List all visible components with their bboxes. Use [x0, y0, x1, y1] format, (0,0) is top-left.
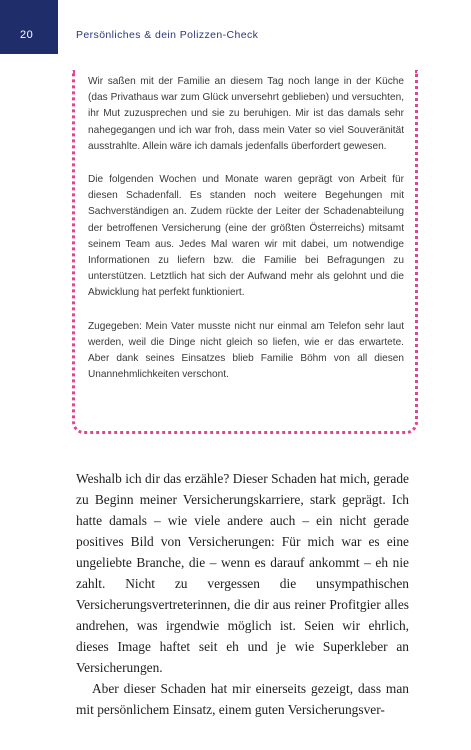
box-paragraph-3: Zugegeben: Mein Vater musste nicht nur einmal am Telefon sehr laut werden, weil die Dinge nicht gleich so liefen, wie er das erwartete. Aber dank seines Einsatzes blieb Familie Böhm von all diesen Unannehmlichkeiten verschont.	[88, 320, 404, 381]
box-paragraph-2: Die folgenden Wochen und Monate waren geprägt von Arbeit für diesen Schadenfall. Es standen noch weitere Begehungen mit Sachverständigen an. Zudem rückte der Leiter der Schadenabteilung der betroffenen Versicherung (eine der größten Österreichs) mitsamt seinem Team aus. Jedes Mal waren wir mit dabei, um notwendige Informationen zu liefern bzw. die Familie bei Befragungen zu unterstützen. Letztlich hat sich der Aufwand mehr als gelohnt und die Abwicklung hat perfekt funktioniert.	[88, 174, 404, 299]
body-paragraph-2: Aber dieser Schaden hat mir einerseits gezeigt, dass man mit persönlichem Einsatz, einem guten Versicherungsver-	[76, 681, 409, 717]
box-paragraph-1: Wir saßen mit der Familie an diesem Tag noch lange in der Küche (das Privathaus war zum Glück unversehrt geblieben) und versuchten, ihr Mut zuzusprechen und sie zu beruhigen. Mir ist das damals sehr nahegegangen und ich war froh, dass mein Vater so viel Souveränität ausstrahlte. Allein wäre ich damals jedenfalls überfordert gewesen.	[88, 76, 404, 152]
body-paragraph-1: Weshalb ich dir das erzähle? Dieser Schaden hat mich, gerade zu Beginn meiner Versicherungskarriere, stark geprägt. Ich hatte damals – wie viele andere auch – ein nicht gerade positives Bild von Versicherungen: Für mich war es eine ungeliebte Branche, die – wenn es darauf ankommt – eh nie zahlt. Nicht zu vergessen die unsympathischen Versicherungsvertreterinnen, die dir aus reiner Profitgier alles andrehen, was irgendwie möglich ist. Seien wir ehrlich, dieses Image haftet seit eh und je wie Superkleber an Versicherungen.	[76, 471, 409, 675]
chapter-title: Persönliches & dein Polizzen-Check	[76, 29, 259, 41]
body-text	[76, 468, 409, 720]
page-header	[0, 0, 471, 40]
anecdote-box	[88, 74, 404, 383]
page-number-tab	[0, 0, 58, 54]
page-number: 20	[20, 29, 34, 41]
